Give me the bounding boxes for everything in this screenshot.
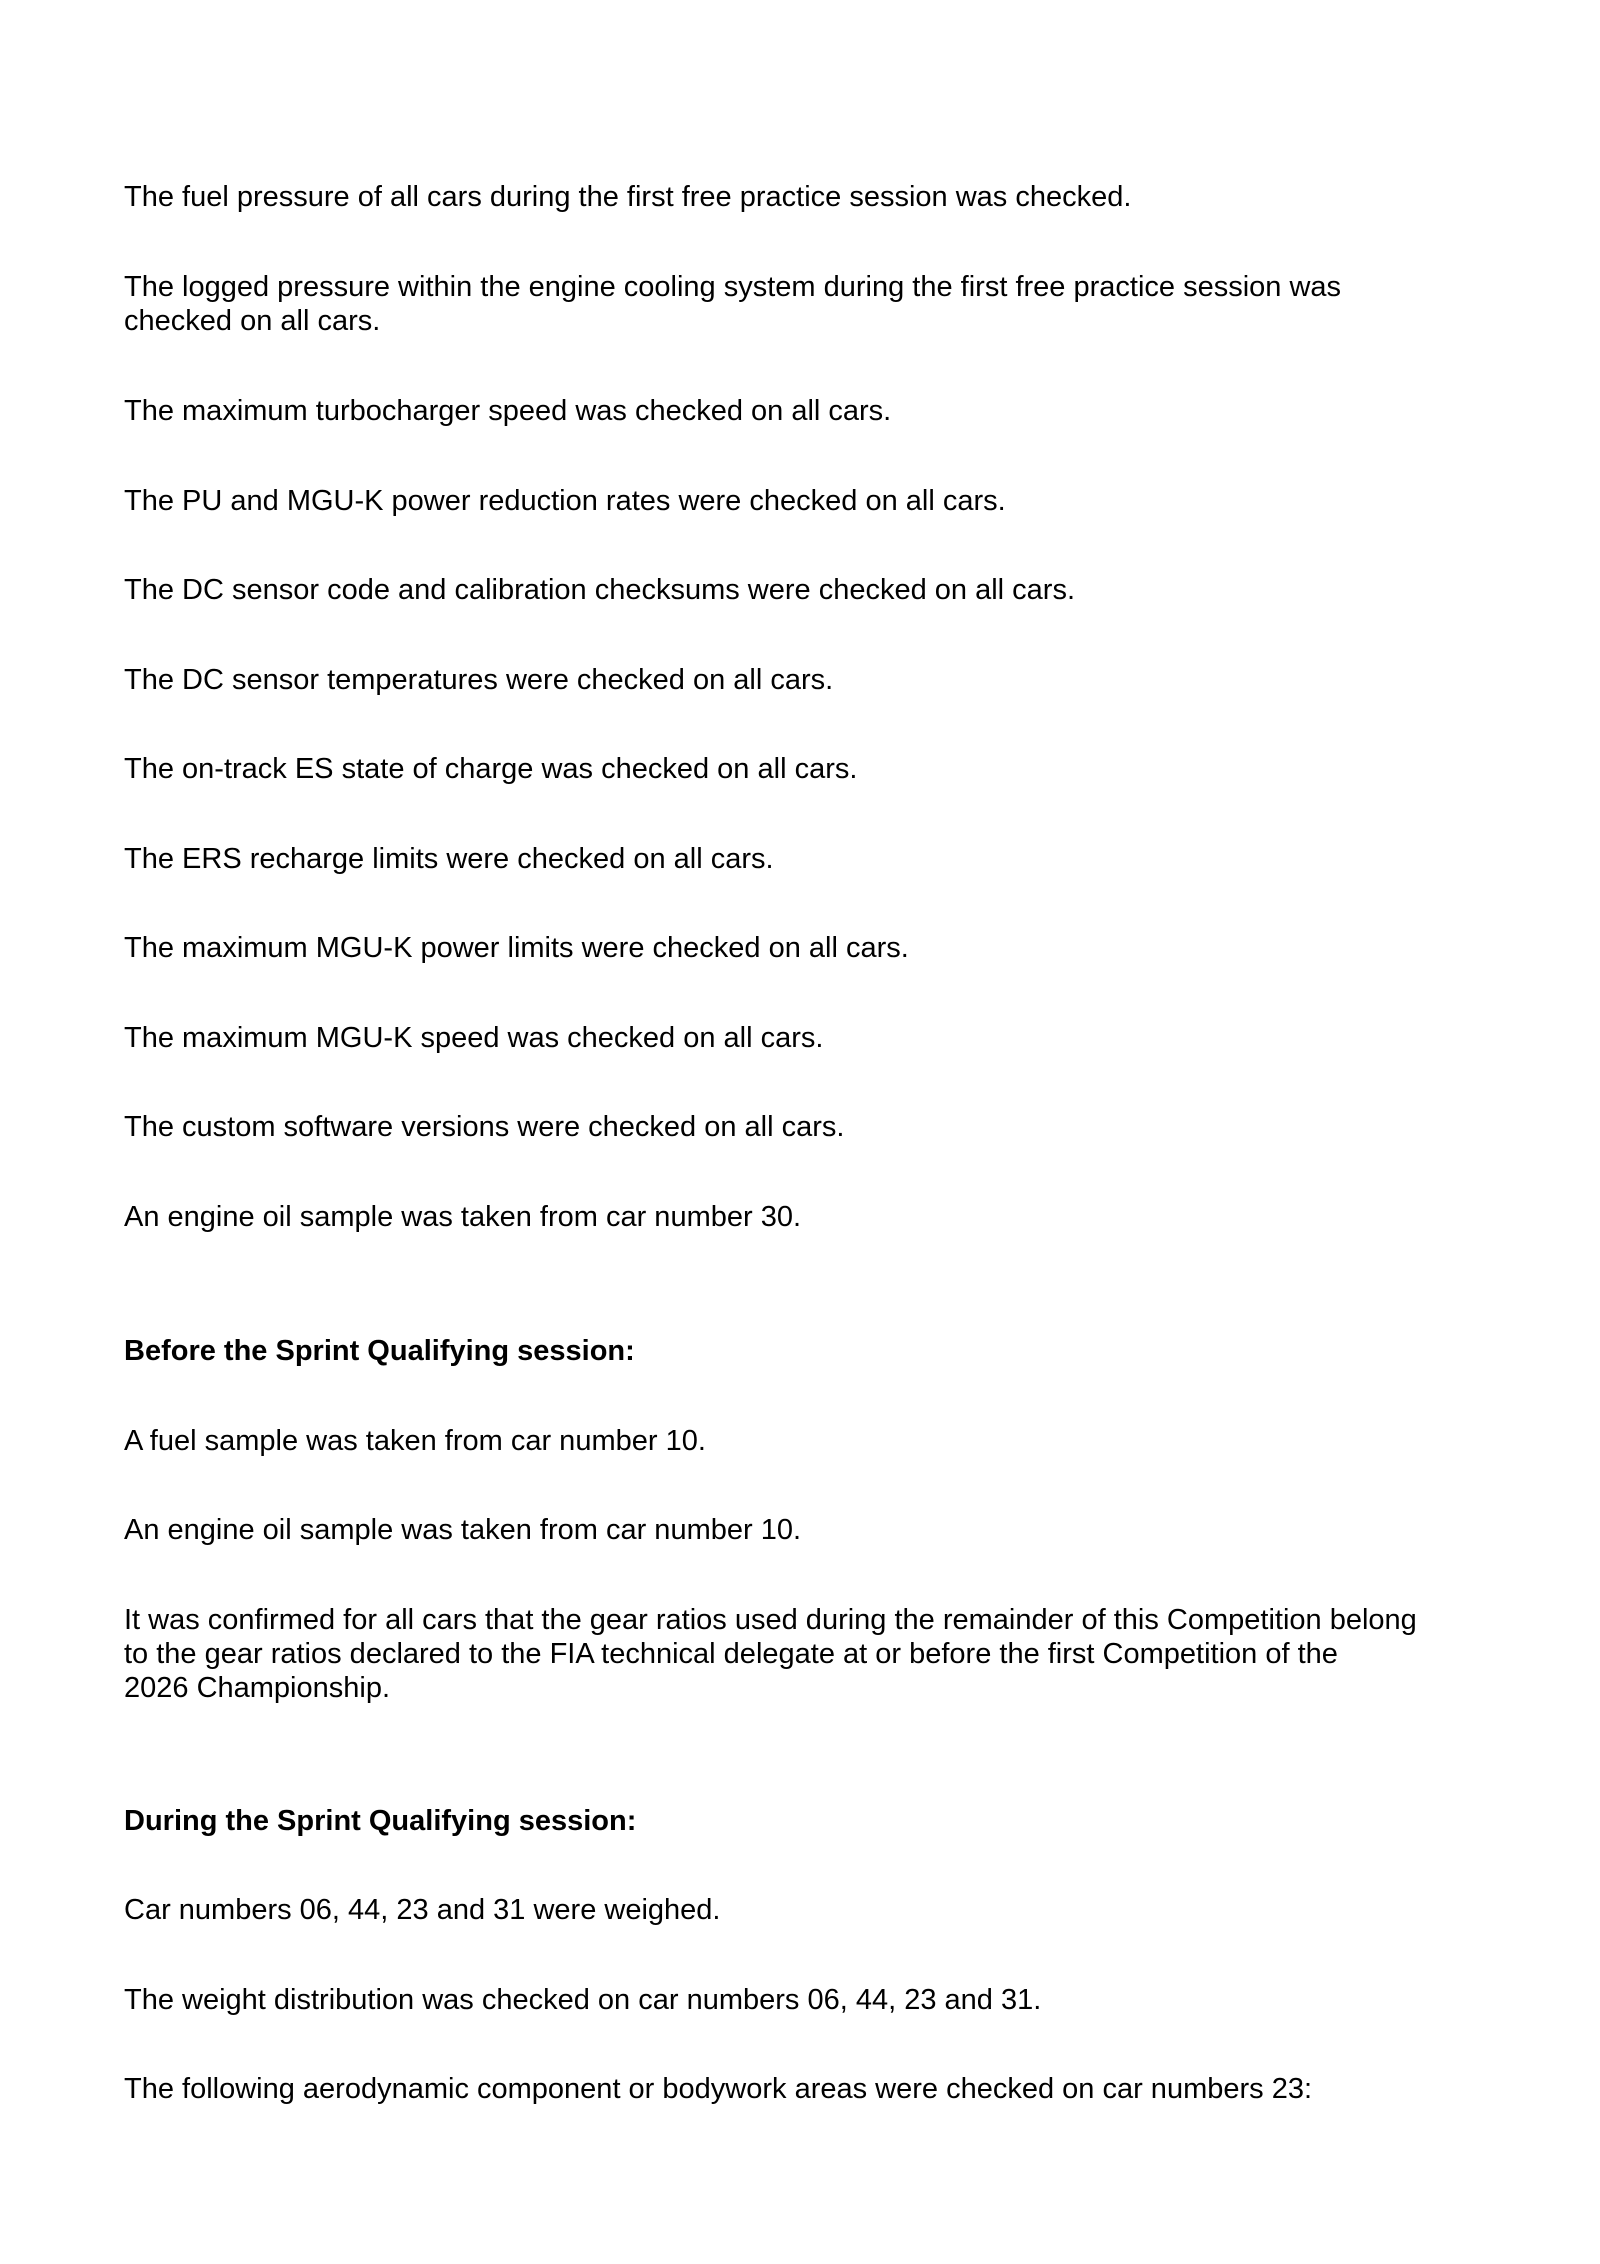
paragraph-oil-sample-10: An engine oil sample was taken from car number 10. xyxy=(124,1514,802,1546)
paragraph-es-state-of-charge: The on-track ES state of charge was checked on all cars. xyxy=(124,753,858,785)
section-heading-during-sprint-qualifying: During the Sprint Qualifying session: xyxy=(124,1805,637,1837)
paragraph-gear-ratios: It was confirmed for all cars that the gear ratios used during the remainder of this Competition belong to the gear ratios declared to the FIA technical delegate at or before the first Competition of the 2026 Championship. xyxy=(124,1604,1417,1704)
paragraph-dc-sensor-checksums: The DC sensor code and calibration checksums were checked on all cars. xyxy=(124,574,1076,606)
section-heading-before-sprint-qualifying: Before the Sprint Qualifying session: xyxy=(124,1335,635,1367)
paragraph-mguk-power-limits: The maximum MGU-K power limits were checked on all cars. xyxy=(124,932,909,964)
paragraph-oil-sample-30: An engine oil sample was taken from car number 30. xyxy=(124,1201,802,1233)
paragraph-cooling-pressure: The logged pressure within the engine cooling system during the first free practice session was checked on all cars. xyxy=(124,271,1342,337)
paragraph-cars-weighed: Car numbers 06, 44, 23 and 31 were weighed. xyxy=(124,1894,721,1926)
paragraph-fuel-pressure: The fuel pressure of all cars during the first free practice session was checked. xyxy=(124,181,1132,213)
paragraph-software-versions: The custom software versions were checked on all cars. xyxy=(124,1111,845,1143)
paragraph-mguk-speed: The maximum MGU-K speed was checked on all cars. xyxy=(124,1022,824,1054)
paragraph-power-reduction: The PU and MGU-K power reduction rates were checked on all cars. xyxy=(124,485,1006,517)
paragraph-turbocharger-speed: The maximum turbocharger speed was checked on all cars. xyxy=(124,395,892,427)
paragraph-dc-sensor-temperatures: The DC sensor temperatures were checked on all cars. xyxy=(124,664,834,696)
paragraph-aero-components: The following aerodynamic component or bodywork areas were checked on car numbers 23: xyxy=(124,2073,1313,2105)
paragraph-ers-recharge-limits: The ERS recharge limits were checked on all cars. xyxy=(124,843,774,875)
paragraph-weight-distribution: The weight distribution was checked on car numbers 06, 44, 23 and 31. xyxy=(124,1984,1042,2016)
paragraph-fuel-sample-10: A fuel sample was taken from car number 10. xyxy=(124,1425,706,1457)
